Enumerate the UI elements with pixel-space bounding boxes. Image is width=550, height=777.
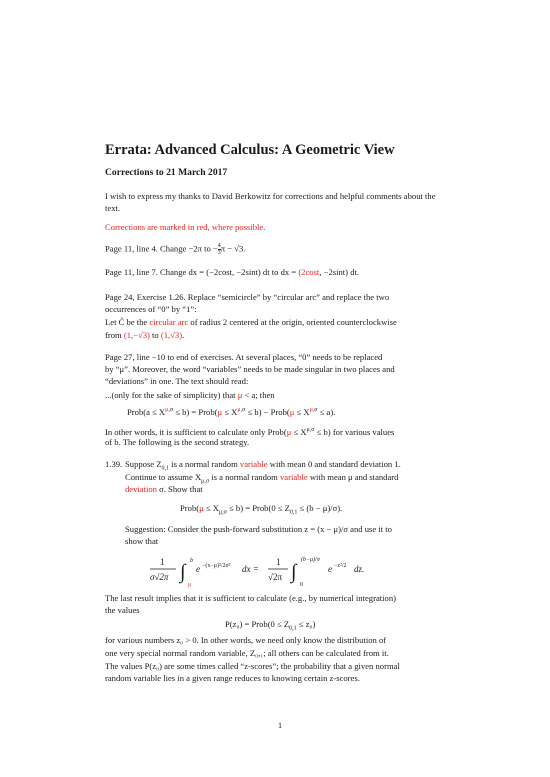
correction-page24-line1: Page 24, Exercise 1.26. Replace “semicircle” by “circular arc” and replace the two bbox=[105, 292, 390, 302]
svg-text:1: 1 bbox=[276, 557, 281, 567]
integral-sign-1: ∫ bbox=[180, 561, 186, 583]
svg-text:(b−μ)/σ: (b−μ)/σ bbox=[301, 557, 320, 563]
integral-equation bbox=[150, 550, 410, 590]
correction-page27-line2: by “μ”. Moreover, the word “variables” needs to be made singular in two places and bbox=[105, 364, 395, 374]
correction-page24-line3: Let C̃ be the circular arc of radius 2 centered at the origin, oriented counterclockwise bbox=[105, 317, 397, 327]
svg-text:−z²/2: −z²/2 bbox=[334, 563, 347, 569]
probability-equation: Prob(a ≤ $X^{\mu,\sigma} \le b$) = Prob(μ ≤ $X^{\mu,\sigma} \le b$) − Prob(μ ≤ $X^{\mu,\sigma} \le a$). bbox=[127, 406, 336, 417]
last-result-line2: the values bbox=[105, 605, 140, 615]
corrections-note: Corrections are marked in red, where possible. bbox=[105, 222, 266, 232]
other-words-line1: In other words, it is sufficient to calculate only Prob(μ ≤ $X^{\mu,\sigma} \le b$) for various values bbox=[105, 426, 395, 437]
exercise-number: 1.39. bbox=[105, 459, 123, 469]
exercise-equation: Prob(μ ≤ $X_{\mu,\sigma} \le b$) = Prob(0 ≤ $Z_{0,1} \le (b - \mu)/\sigma$). bbox=[180, 503, 343, 516]
svg-text:μ: μ bbox=[188, 582, 192, 588]
last-result-line4: one very special normal random variable, Z₀,₁; all others can be calculated from it. bbox=[105, 648, 389, 658]
correction-page24-line2: occurrences of “0” by “1”: bbox=[105, 304, 197, 314]
correction-page24-line4: from (1,−√3) to (1,√3). bbox=[105, 330, 185, 340]
last-result-equation: P(z₀) = Prob(0 ≤ $Z_{0,1} \le z_0$) bbox=[225, 619, 316, 632]
svg-text:√2π: √2π bbox=[268, 572, 282, 582]
suggestion-line2: show that bbox=[125, 536, 159, 546]
svg-text:b: b bbox=[190, 558, 193, 564]
exercise-line3: deviation σ. Show that bbox=[125, 484, 203, 494]
svg-text:e: e bbox=[196, 564, 200, 574]
subscript-mu-sigma: μ,σ bbox=[165, 407, 174, 413]
correction-page27-line4: ...(only for the sake of simplicity) that μ < a; then bbox=[105, 390, 275, 400]
svg-text:−(x−μ)²/2σ²: −(x−μ)²/2σ² bbox=[202, 563, 231, 569]
last-result-line5: The values P(z₀) are some times called “z-scores”; the probability that a given normal bbox=[105, 661, 400, 671]
correction-page11-line4: Page 11, line 4. Change −2π to − $\frac{4}{3}$ π − √3. bbox=[105, 243, 246, 256]
exercise-line2: Continue to assume $X_{\mu,\sigma}$ is a normal random variable with mean μ and standard bbox=[125, 472, 399, 485]
correction-page11-line7: Page 11, line 7. Change dx = (−2cost, −2sint) dt to dx = (2cost, −2sint) dt. bbox=[105, 267, 360, 277]
svg-text:dz.: dz. bbox=[354, 564, 365, 574]
exercise-line1: Suppose $Z_{0,1}$ is a normal random variable with mean 0 and standard deviation 1. bbox=[125, 459, 401, 472]
fraction-4-3: $\frac{4}{3}$ bbox=[217, 243, 221, 256]
sigma-sqrt-2pi: σ√2π bbox=[150, 572, 169, 582]
page-number: 1 bbox=[277, 720, 283, 730]
suggestion-line1: Suggestion: Consider the push-forward substitution z = (x − μ)/σ and use it to bbox=[125, 524, 392, 534]
last-result-line3: for various numbers z₀ > 0. In other words, we need only know the distribution of bbox=[105, 635, 387, 645]
correction-page27-line3: “deviations” in one. The text should read: bbox=[105, 376, 249, 386]
document-title: Errata: Advanced Calculus: A Geometric View bbox=[105, 142, 395, 158]
svg-text:0: 0 bbox=[300, 582, 303, 588]
other-words-line2: of b. The following is the second strategy. bbox=[105, 437, 250, 447]
last-result-line6: random variable lies in a given range reduces to knowing certain z-scores. bbox=[105, 673, 360, 683]
svg-text:e: e bbox=[328, 564, 332, 574]
correction-page27-line1: Page 27, line −10 to end of exercises. At several places, “0” needs to be replaced bbox=[105, 352, 383, 362]
svg-text:dx =: dx = bbox=[242, 564, 259, 574]
thanks-paragraph: I wish to express my thanks to David Berkowitz for corrections and helpful comments about the text. bbox=[105, 191, 436, 213]
frac-one-1: 1 bbox=[160, 557, 165, 567]
document-subtitle: Corrections to 21 March 2017 bbox=[105, 167, 228, 178]
last-result-line1: The last result implies that it is sufficient to calculate (e.g., by numerical integration) bbox=[105, 593, 396, 603]
integral-sign-2: ∫ bbox=[291, 561, 297, 583]
